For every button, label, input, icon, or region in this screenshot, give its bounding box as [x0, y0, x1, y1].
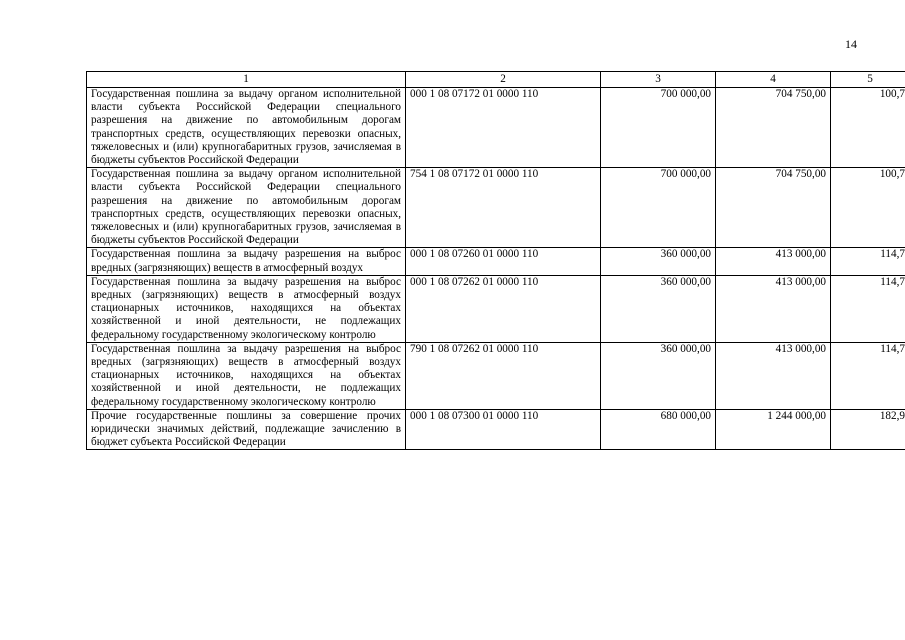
page-number: 14 [845, 37, 857, 51]
row-percent: 100,7 [831, 168, 905, 248]
column-header-3: 3 [601, 72, 716, 88]
table-row [87, 409, 905, 450]
row-plan: 680 000,00 [601, 409, 716, 450]
row-percent: 114,7 [831, 248, 905, 275]
row-actual: 704 750,00 [716, 168, 831, 248]
row-code: 000 1 08 07172 01 0000 110 [406, 88, 601, 168]
row-name: Прочие государственные пошлины за совершение прочих юридически значимых действий, подлежащие зачислению в бюджет субъекта Российской Федерации [87, 409, 406, 450]
row-name: Государственная пошлина за выдачу органом исполнительной власти субъекта Российской Федерации специального разрешения на движение по автомобильным дорогам транспортных средств, осуществляющих перевозки опасных, тяжеловесных и (или) крупногабаритных грузов, зачисляемая в бюджеты субъектов Российской Федерации [87, 88, 406, 168]
row-plan: 360 000,00 [601, 275, 716, 342]
table-row [87, 168, 905, 248]
table-row [87, 342, 905, 409]
row-actual: 704 750,00 [716, 88, 831, 168]
table-header [87, 72, 905, 88]
row-name: Государственная пошлина за выдачу разрешения на выброс вредных (загрязняющих) веществ в атмосферный воздух стационарных источников, находящихся на объектах хозяйственной и иной деятельности, не подлежащих федеральному государственному экологическому контролю [87, 275, 406, 342]
row-percent: 100,7 [831, 88, 905, 168]
column-header-4: 4 [716, 72, 831, 88]
row-name: Государственная пошлина за выдачу разрешения на выброс вредных (загрязняющих) веществ в атмосферный воздух стационарных источников, находящихся на объектах хозяйственной и иной деятельности, не подлежащих федеральному государственному экологическому контролю [87, 342, 406, 409]
column-header-2: 2 [406, 72, 601, 88]
row-actual: 1 244 000,00 [716, 409, 831, 450]
row-code: 754 1 08 07172 01 0000 110 [406, 168, 601, 248]
column-header-5: 5 [831, 72, 905, 88]
row-name: Государственная пошлина за выдачу органом исполнительной власти субъекта Российской Федерации специального разрешения на движение по автомобильным дорогам транспортных средств, осуществляющих перевозки опасных, тяжеловесных и (или) крупногабаритных грузов, зачисляемая в бюджеты субъектов Российской Федерации [87, 168, 406, 248]
revenue-table [86, 71, 905, 450]
table-row [87, 88, 905, 168]
row-plan: 360 000,00 [601, 342, 716, 409]
row-actual: 413 000,00 [716, 248, 831, 275]
row-code: 000 1 08 07260 01 0000 110 [406, 248, 601, 275]
table-body [87, 88, 905, 450]
row-actual: 413 000,00 [716, 342, 831, 409]
row-plan: 700 000,00 [601, 88, 716, 168]
row-code: 000 1 08 07262 01 0000 110 [406, 275, 601, 342]
table-row [87, 275, 905, 342]
row-percent: 114,7 [831, 275, 905, 342]
row-percent: 114,7 [831, 342, 905, 409]
row-plan: 360 000,00 [601, 248, 716, 275]
row-code: 000 1 08 07300 01 0000 110 [406, 409, 601, 450]
table-row [87, 248, 905, 275]
row-actual: 413 000,00 [716, 275, 831, 342]
row-name: Государственная пошлина за выдачу разрешения на выброс вредных (загрязняющих) веществ в атмосферный воздух [87, 248, 406, 275]
column-header-1: 1 [87, 72, 406, 88]
row-plan: 700 000,00 [601, 168, 716, 248]
header-row [87, 72, 905, 88]
row-code: 790 1 08 07262 01 0000 110 [406, 342, 601, 409]
row-percent: 182,9 [831, 409, 905, 450]
